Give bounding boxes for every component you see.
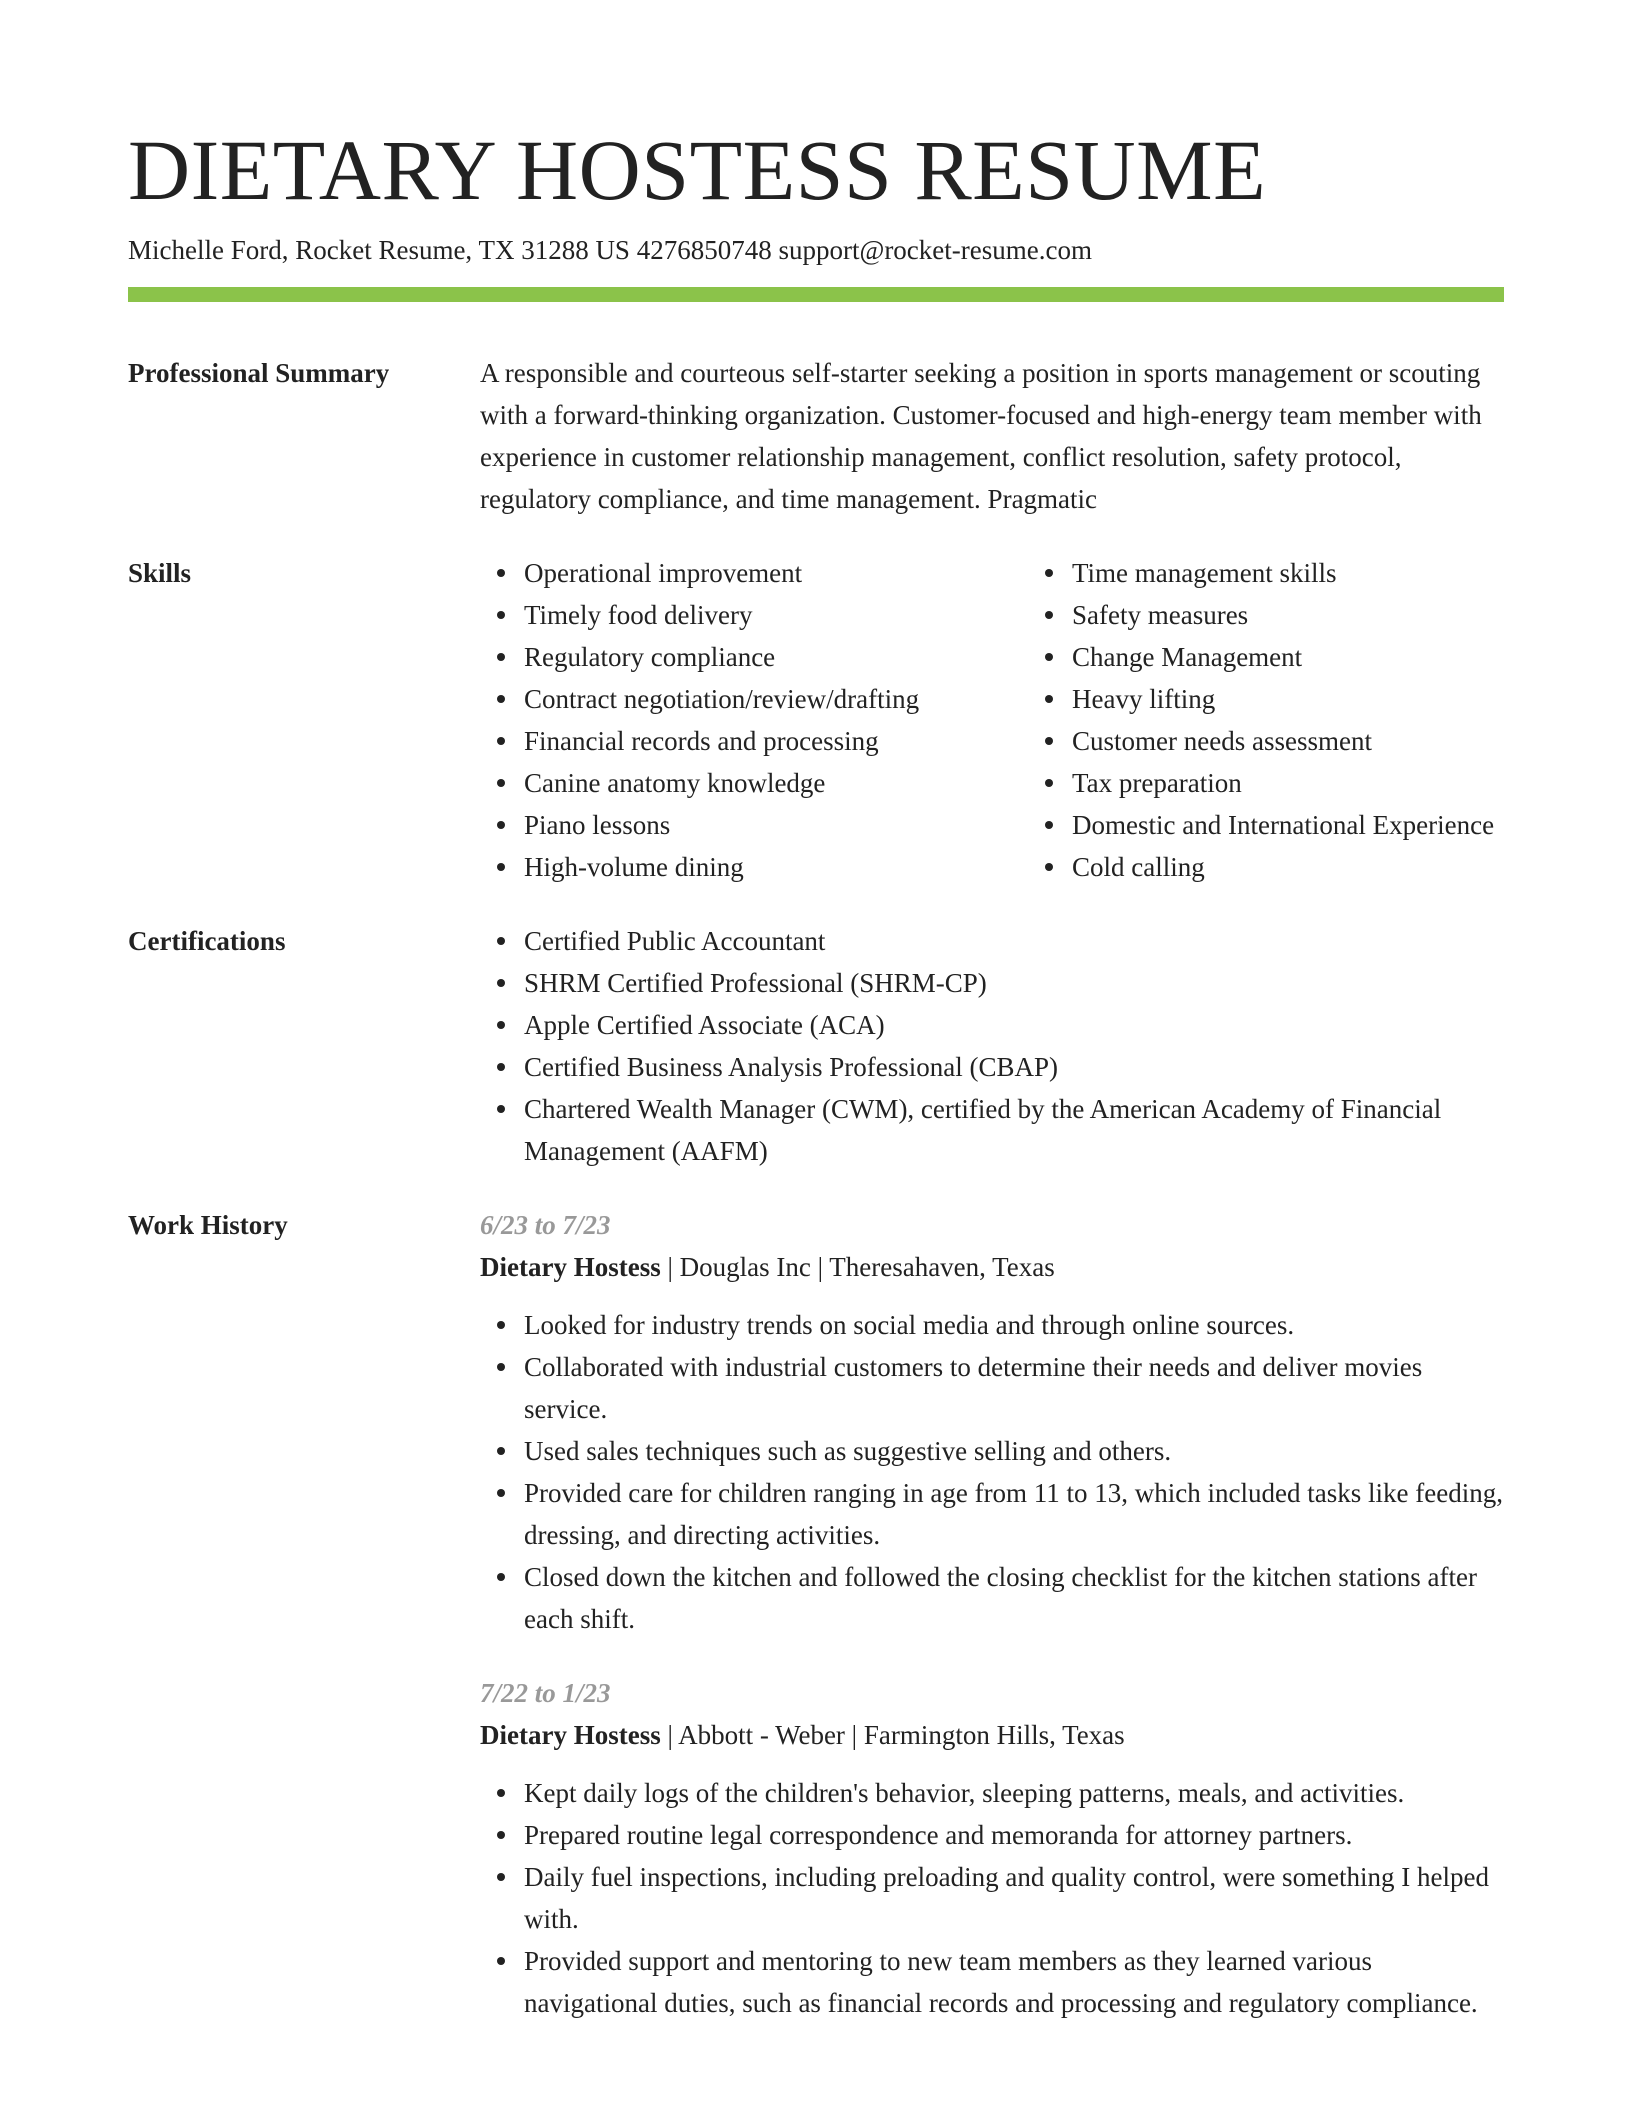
summary-text: A responsible and courteous self-starter seeking a position in sports management or scouting with a forward-thinking organization. Customer-focused and high-energy team member with experience in customer relationship management, conflict resolution, safety protocol, regulatory compliance, and time management. Pragmatic	[480, 358, 1482, 514]
job-bullets	[480, 1304, 1504, 1640]
job-heading	[480, 1246, 1504, 1288]
skill-item: Regulatory compliance	[524, 636, 1028, 678]
job-bullet: Daily fuel inspections, including preloading and quality control, were something I helped with.	[524, 1856, 1504, 1940]
job-title: Dietary Hostess	[480, 1720, 661, 1750]
section-label-certifications: Certifications	[128, 926, 286, 956]
certification-item: Certified Business Analysis Professional (CBAP)	[524, 1046, 1504, 1088]
skill-item: Financial records and processing	[524, 720, 1028, 762]
skills-column-2	[1028, 552, 1504, 888]
skill-item: Canine anatomy knowledge	[524, 762, 1028, 804]
section-label-skills: Skills	[128, 558, 192, 588]
job-title: Dietary Hostess	[480, 1252, 661, 1282]
certifications-list	[480, 920, 1504, 1172]
job-heading	[480, 1714, 1504, 1756]
contact-line: Michelle Ford, Rocket Resume, TX 31288 US 4276850748 support@rocket-resume.com	[128, 235, 1092, 265]
job-employer-location: | Douglas Inc | Theresahaven, Texas	[660, 1252, 1055, 1282]
job-bullet: Provided care for children ranging in age from 11 to 13, which included tasks like feeding, dressing, and directing activities.	[524, 1472, 1504, 1556]
resume-title: DIETARY HOSTESS RESUME	[128, 122, 1267, 218]
skills-section	[128, 552, 1504, 888]
job-bullet: Closed down the kitchen and followed the closing checklist for the kitchen stations after each shift.	[524, 1556, 1504, 1640]
skill-item: Domestic and International Experience	[1072, 804, 1504, 846]
job-bullets	[480, 1772, 1504, 2024]
job-employer-location: | Abbott - Weber | Farmington Hills, Texas	[660, 1720, 1125, 1750]
skill-item: Piano lessons	[524, 804, 1028, 846]
skill-item: Tax preparation	[1072, 762, 1504, 804]
certification-item: Apple Certified Associate (ACA)	[524, 1004, 1504, 1046]
job-bullet: Prepared routine legal correspondence and memoranda for attorney partners.	[524, 1814, 1504, 1856]
section-label-work-history: Work History	[128, 1210, 288, 1240]
job-dates: 7/22 to 1/23	[480, 1678, 611, 1708]
skill-item: Safety measures	[1072, 594, 1504, 636]
job-entry	[480, 1672, 1504, 2024]
job-bullet: Looked for industry trends on social media and through online sources.	[524, 1304, 1504, 1346]
work-history-section	[128, 1204, 1504, 2024]
skill-item: Change Management	[1072, 636, 1504, 678]
skill-item: Operational improvement	[524, 552, 1028, 594]
skill-item: Contract negotiation/review/drafting	[524, 678, 1028, 720]
skills-grid	[480, 552, 1504, 888]
certification-item: Certified Public Accountant	[524, 920, 1504, 962]
skill-item: Cold calling	[1072, 846, 1504, 888]
job-entry	[480, 1204, 1504, 1640]
job-bullet: Kept daily logs of the children's behavior, sleeping patterns, meals, and activities.	[524, 1772, 1504, 1814]
skill-item: High-volume dining	[524, 846, 1028, 888]
skill-item: Timely food delivery	[524, 594, 1028, 636]
skill-item: Time management skills	[1072, 552, 1504, 594]
section-label-summary: Professional Summary	[128, 358, 390, 388]
skill-item: Customer needs assessment	[1072, 720, 1504, 762]
summary-body	[480, 352, 1504, 520]
job-bullet: Provided support and mentoring to new team members as they learned various navigational duties, such as financial records and processing and regulatory compliance.	[524, 1940, 1504, 2024]
skills-column-1	[480, 552, 1028, 888]
job-bullet: Used sales techniques such as suggestive selling and others.	[524, 1430, 1504, 1472]
certification-item: Chartered Wealth Manager (CWM), certified by the American Academy of Financial Management (AAFM)	[524, 1088, 1504, 1172]
summary-section	[128, 352, 1504, 520]
job-dates: 6/23 to 7/23	[480, 1210, 611, 1240]
skill-item: Heavy lifting	[1072, 678, 1504, 720]
work-history-body	[480, 1204, 1504, 2024]
certifications-body	[480, 920, 1504, 1172]
job-bullet: Collaborated with industrial customers to determine their needs and deliver movies service.	[524, 1346, 1504, 1430]
certification-item: SHRM Certified Professional (SHRM-CP)	[524, 962, 1504, 1004]
header-divider	[128, 287, 1504, 302]
certifications-section	[128, 920, 1504, 1172]
